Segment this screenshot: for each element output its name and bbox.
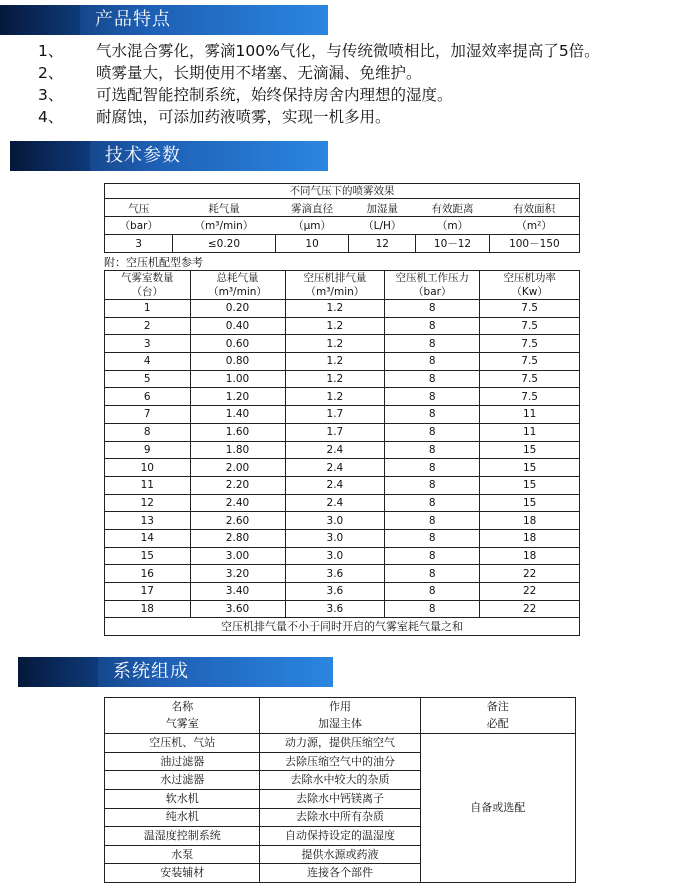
feature-number: 2、 [38,64,64,82]
cell-chamber-count: 6 [105,388,191,406]
feature-text: 喷雾量大，长期使用不堵塞、无滴漏、免维护。 [96,64,422,82]
compressor-row [105,529,580,547]
cell-compressor-power: 7.5 [480,353,580,371]
cell-chamber-count: 3 [105,335,191,353]
cell-total-air: 3.40 [190,583,285,601]
cell-compressor-power: 7.5 [480,335,580,353]
cell-compressor-output: 1.7 [285,406,385,424]
spray-table-caption: 不同气压下的喷雾效果 [105,184,580,199]
compressor-row [105,335,580,353]
cell-compressor-output: 3.6 [285,600,385,618]
system-row [105,716,576,734]
compressor-row [105,441,580,459]
component-name: 软水机 [105,789,260,808]
cell-chamber-count: 10 [105,459,191,477]
value-effective-distance: 10－12 [416,235,489,253]
cell-total-air: 0.60 [190,335,285,353]
feature-text: 气水混合雾化，雾滴100%气化，与传统微喷相比，加湿效率提高了5倍。 [96,42,600,60]
cell-compressor-power: 15 [480,494,580,512]
compressor-table [104,270,580,636]
cell-total-air: 1.80 [190,441,285,459]
header-chamber-count: 气雾室数量 （台） [105,271,191,300]
component-name: 温湿度控制系统 [105,827,260,846]
value-effective-area: 100－150 [489,235,579,253]
header-compressor-pressure: 空压机工作压力 （bar） [385,271,480,300]
cell-compressor-output: 2.4 [285,441,385,459]
cell-compressor-pressure: 8 [385,406,480,424]
feature-item [0,62,697,84]
cell-compressor-output: 2.4 [285,476,385,494]
cell-compressor-pressure: 8 [385,423,480,441]
compressor-footer-note: 空压机排气量不小于同时开启的气雾室耗气量之和 [105,618,580,636]
cell-chamber-count: 7 [105,406,191,424]
compressor-row [105,423,580,441]
cell-compressor-output: 3.6 [285,565,385,583]
cell-compressor-output: 1.2 [285,388,385,406]
cell-chamber-count: 1 [105,300,191,318]
cell-total-air: 3.00 [190,547,285,565]
feature-item [0,84,697,106]
component-role: 去除压缩空气中的油分 [260,752,420,771]
cell-total-air: 2.20 [190,476,285,494]
cell-compressor-power: 22 [480,565,580,583]
cell-total-air: 3.20 [190,565,285,583]
system-composition-table [104,697,576,883]
header-total-air: 总耗气量 （m³/min） [190,271,285,300]
component-role: 连接各个部件 [260,864,420,883]
cell-chamber-count: 16 [105,565,191,583]
compressor-row [105,600,580,618]
tech-section-title: 技术参数 [105,145,181,166]
cell-compressor-output: 2.4 [285,459,385,477]
cell-compressor-pressure: 8 [385,335,480,353]
component-name: 水泵 [105,845,260,864]
cell-total-air: 2.40 [190,494,285,512]
cell-compressor-output: 3.0 [285,512,385,530]
cell-compressor-pressure: 8 [385,370,480,388]
cell-compressor-output: 1.2 [285,370,385,388]
component-name: 纯水机 [105,808,260,827]
component-name: 油过滤器 [105,752,260,771]
cell-chamber-count: 12 [105,494,191,512]
unit-droplet-diameter: （μm） [275,217,348,235]
feature-number: 1、 [38,42,64,60]
compressor-row [105,317,580,335]
value-droplet-diameter: 10 [275,235,348,253]
cell-total-air: 0.20 [190,300,285,318]
compressor-row [105,512,580,530]
cell-chamber-count: 15 [105,547,191,565]
appendix-note: 附：空压机配型参考 [104,256,203,269]
cell-total-air: 2.60 [190,512,285,530]
cell-total-air: 1.60 [190,423,285,441]
cell-compressor-pressure: 8 [385,476,480,494]
component-role: 加湿主体 [260,716,420,734]
header-air-consumption: 耗气量 [173,199,276,217]
header-compressor-power: 空压机功率 （Kw） [480,271,580,300]
compressor-row [105,406,580,424]
header-role: 作用 [260,698,420,716]
cell-compressor-pressure: 8 [385,547,480,565]
cell-compressor-output: 1.7 [285,423,385,441]
features-section-title: 产品特点 [95,9,171,30]
cell-chamber-count: 11 [105,476,191,494]
compressor-row [105,583,580,601]
cell-compressor-power: 18 [480,529,580,547]
header-note: 备注 [420,698,575,716]
component-role: 去除水中钙镁离子 [260,789,420,808]
component-role: 提供水源或药液 [260,845,420,864]
header-compressor-output: 空压机排气量 （m³/min） [285,271,385,300]
cell-compressor-power: 15 [480,441,580,459]
cell-compressor-power: 7.5 [480,388,580,406]
cell-compressor-output: 1.2 [285,353,385,371]
header-droplet-diameter: 雾滴直径 [275,199,348,217]
cell-compressor-power: 15 [480,476,580,494]
cell-total-air: 2.80 [190,529,285,547]
cell-compressor-pressure: 8 [385,300,480,318]
cell-total-air: 2.00 [190,459,285,477]
cell-compressor-output: 1.2 [285,300,385,318]
header-pressure: 气压 [105,199,173,217]
cell-chamber-count: 4 [105,353,191,371]
compressor-row [105,494,580,512]
cell-total-air: 0.80 [190,353,285,371]
cell-total-air: 0.40 [190,317,285,335]
component-role: 动力源，提供压缩空气 [260,734,420,753]
compressor-row [105,300,580,318]
cell-compressor-pressure: 8 [385,529,480,547]
cell-compressor-power: 22 [480,583,580,601]
cell-compressor-power: 18 [480,547,580,565]
cell-compressor-output: 1.2 [285,335,385,353]
tech-section-header [10,141,328,171]
cell-compressor-power: 22 [480,600,580,618]
cell-compressor-output: 1.2 [285,317,385,335]
cell-total-air: 1.00 [190,370,285,388]
cell-chamber-count: 5 [105,370,191,388]
cell-compressor-pressure: 8 [385,459,480,477]
compressor-row [105,370,580,388]
cell-compressor-power: 11 [480,423,580,441]
cell-total-air: 1.40 [190,406,285,424]
cell-chamber-count: 2 [105,317,191,335]
cell-total-air: 3.60 [190,600,285,618]
unit-effective-area: （m²） [489,217,579,235]
component-role: 去除水中所有杂质 [260,808,420,827]
compressor-row [105,388,580,406]
unit-effective-distance: （m） [416,217,489,235]
feature-item [0,40,697,62]
compressor-row [105,565,580,583]
system-section-title: 系统组成 [113,661,189,682]
cell-compressor-pressure: 8 [385,565,480,583]
unit-humidify-amount: （L/H） [349,217,416,235]
system-row [105,734,576,753]
component-name: 气雾室 [105,716,260,734]
header-effective-area: 有效面积 [489,199,579,217]
cell-compressor-pressure: 8 [385,353,480,371]
features-list [0,40,697,128]
cell-total-air: 1.20 [190,388,285,406]
feature-number: 4、 [38,108,64,126]
cell-compressor-power: 15 [480,459,580,477]
component-name: 空压机、气站 [105,734,260,753]
cell-compressor-pressure: 8 [385,388,480,406]
cell-compressor-pressure: 8 [385,583,480,601]
component-role: 自动保持设定的温湿度 [260,827,420,846]
cell-compressor-power: 7.5 [480,300,580,318]
merged-note-cell: 自备或选配 [420,734,575,883]
compressor-row [105,547,580,565]
cell-compressor-pressure: 8 [385,600,480,618]
unit-pressure: （bar） [105,217,173,235]
feature-text: 可选配智能控制系统，始终保持房舍内理想的湿度。 [96,86,453,104]
header-name: 名称 [105,698,260,716]
cell-compressor-pressure: 8 [385,441,480,459]
feature-item [0,106,697,128]
cell-chamber-count: 13 [105,512,191,530]
system-section-header [18,657,333,687]
cell-compressor-output: 3.0 [285,529,385,547]
cell-compressor-power: 18 [480,512,580,530]
cell-compressor-pressure: 8 [385,494,480,512]
cell-compressor-power: 7.5 [480,317,580,335]
cell-chamber-count: 9 [105,441,191,459]
cell-chamber-count: 14 [105,529,191,547]
value-air-consumption: ≤0.20 [173,235,276,253]
cell-compressor-output: 3.0 [285,547,385,565]
component-note: 必配 [420,716,575,734]
cell-compressor-power: 11 [480,406,580,424]
component-role: 去除水中较大的杂质 [260,771,420,790]
cell-compressor-output: 2.4 [285,494,385,512]
cell-compressor-power: 7.5 [480,370,580,388]
compressor-row [105,476,580,494]
header-humidify-amount: 加湿量 [349,199,416,217]
header-effective-distance: 有效距离 [416,199,489,217]
cell-compressor-pressure: 8 [385,317,480,335]
component-name: 安装辅材 [105,864,260,883]
cell-compressor-pressure: 8 [385,512,480,530]
features-section-header [0,5,328,35]
cell-chamber-count: 18 [105,600,191,618]
feature-text: 耐腐蚀，可添加药液喷雾，实现一机多用。 [96,108,391,126]
component-name: 水过滤器 [105,771,260,790]
cell-chamber-count: 8 [105,423,191,441]
cell-compressor-output: 3.6 [285,583,385,601]
compressor-row [105,353,580,371]
spray-effect-table [104,183,580,253]
cell-chamber-count: 17 [105,583,191,601]
compressor-row [105,459,580,477]
unit-air-consumption: （m³/min） [173,217,276,235]
value-pressure: 3 [105,235,173,253]
feature-number: 3、 [38,86,64,104]
value-humidify-amount: 12 [349,235,416,253]
